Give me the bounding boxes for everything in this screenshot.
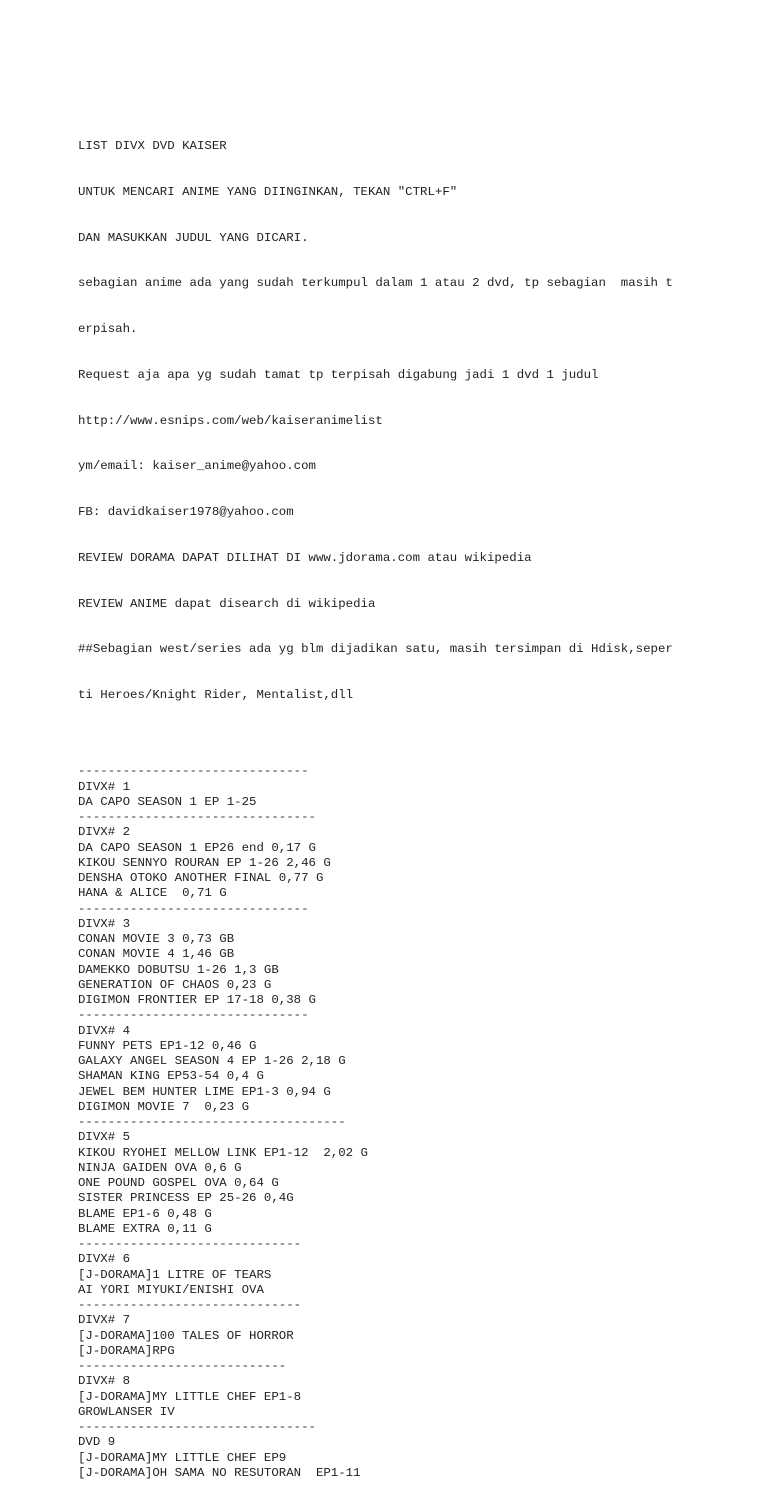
disc-title: DIVX# 4 [78, 1023, 131, 1038]
note-line-cont: erpisah. [78, 322, 138, 336]
anime-review-note: REVIEW ANIME dapat disearch di wikipedia [78, 596, 376, 611]
disc-title: DIVX# 8 [78, 1374, 131, 1389]
disc-item: BLAME EXTRA 0,11 G [78, 1221, 212, 1236]
disc-item: CONAN MOVIE 4 1,46 GB [78, 947, 235, 962]
separator-line: -------------------------------- [78, 1420, 316, 1434]
disc-item: KIKOU RYOHEI MELLOW LINK EP1-12 2,02 G [78, 1145, 368, 1160]
disc-item: [J-DORAMA]100 TALES OF HORROR [78, 1328, 294, 1343]
disc-entry [78, 1008, 758, 1115]
separator-line: ------------------------------- [78, 1008, 309, 1023]
disc-item: JEWEL BEM HUNTER LIME EP1-3 0,94 G [78, 1084, 331, 1099]
series-note-cont: ti Heroes/Knight Rider, Mentalist,dll [78, 688, 354, 702]
disc-entry [78, 1420, 758, 1481]
disc-item: FUNNY PETS EP1-12 0,46 G [78, 1038, 257, 1053]
disc-entry [78, 1298, 758, 1359]
disc-item: [J-DORAMA]MY LITTLE CHEF EP9 [78, 1450, 287, 1465]
disc-item: BLAME EP1-6 0,48 G [78, 1206, 212, 1221]
disc-entry [78, 764, 758, 810]
disc-title: DVD 9 [78, 1435, 116, 1450]
contact-email: ym/email: kaiser_anime@yahoo.com [78, 459, 316, 474]
disc-item: DA CAPO SEASON 1 EP26 end 0,17 G [78, 840, 316, 855]
disc-entry [78, 1359, 758, 1420]
disc-item: [J-DORAMA]MY LITTLE CHEF EP1-8 [78, 1389, 302, 1404]
disc-item: DAMEKKO DOBUTSU 1-26 1,3 GB [78, 962, 279, 977]
separator-line: ------------------------------------ [78, 1115, 346, 1129]
disc-item: [J-DORAMA]1 LITRE OF TEARS [78, 1267, 272, 1282]
disc-item: DIGIMON MOVIE 7 0,23 G [78, 1099, 250, 1114]
disc-item: GALAXY ANGEL SEASON 4 EP 1-26 2,18 G [78, 1054, 346, 1068]
separator-line: -------------------------------- [78, 810, 316, 824]
separator-line: ------------------------------- [78, 901, 309, 916]
disc-item: SHAMAN KING EP53-54 0,4 G [78, 1069, 264, 1084]
separator-line: ------------------------------- [78, 764, 309, 779]
request-note: Request aja apa yg sudah tamat tp terpisah digabung jadi 1 dvd 1 judul [78, 367, 599, 382]
separator-line: ------------------------------ [78, 1237, 302, 1251]
disc-item: CONAN MOVIE 3 0,73 GB [78, 932, 235, 946]
facebook-contact: FB: davidkaiser1978@yahoo.com [78, 505, 294, 519]
disc-item: NINJA GAIDEN OVA 0,6 G [78, 1160, 242, 1175]
disc-entry [78, 1237, 758, 1298]
search-instruction-2: DAN MASUKKAN JUDUL YANG DICARI. [78, 230, 309, 245]
dorama-review-note: REVIEW DORAMA DAPAT DILIHAT DI www.jdorama.com atau wikipedia [78, 550, 532, 565]
disc-entry [78, 1115, 758, 1237]
disc-title: DIVX# 6 [78, 1252, 131, 1267]
list-title: LIST DIVX DVD KAISER [78, 139, 227, 153]
disc-list [78, 764, 758, 1481]
disc-title: DIVX# 5 [78, 1130, 131, 1145]
website-url: http://www.esnips.com/web/kaiseranimelist [78, 413, 383, 428]
disc-item: DA CAPO SEASON 1 EP 1-25 [78, 794, 257, 809]
disc-title: DIVX# 7 [78, 1313, 131, 1328]
separator-line: ------------------------------ [78, 1298, 302, 1312]
disc-item: [J-DORAMA]RPG [78, 1343, 175, 1358]
disc-title: DIVX# 1 [78, 779, 131, 794]
disc-item: GENERATION OF CHAOS 0,23 G [78, 977, 272, 992]
disc-item: ONE POUND GOSPEL OVA 0,64 G [78, 1176, 279, 1190]
search-instruction: UNTUK MENCARI ANIME YANG DIINGINKAN, TEKAN "CTRL+F" [78, 184, 458, 199]
note-line: sebagian anime ada yang sudah terkumpul dalam 1 atau 2 dvd, tp sebagian masih t [78, 276, 673, 291]
disc-entry [78, 902, 758, 1009]
disc-title: DIVX# 3 [78, 916, 131, 931]
disc-entry [78, 810, 758, 902]
disc-item: HANA & ALICE 0,71 G [78, 886, 227, 901]
separator-line: ---------------------------- [78, 1359, 287, 1373]
disc-item: SISTER PRINCESS EP 25-26 0,4G [78, 1191, 294, 1206]
disc-item: GROWLANSER IV [78, 1404, 175, 1419]
disc-item: [J-DORAMA]OH SAMA NO RESUTORAN EP1-11 [78, 1465, 361, 1480]
document-text [78, 78, 758, 1496]
document-header [78, 109, 758, 734]
disc-item: AI YORI MIYUKI/ENISHI OVA [78, 1282, 264, 1297]
disc-item: DIGIMON FRONTIER EP 17-18 0,38 G [78, 993, 316, 1007]
disc-item: DENSHA OTOKO ANOTHER FINAL 0,77 G [78, 871, 324, 885]
series-note: ##Sebagian west/series ada yg blm dijadikan satu, masih tersimpan di Hdisk,seper [78, 642, 673, 657]
disc-item: KIKOU SENNYO ROURAN EP 1-26 2,46 G [78, 855, 331, 870]
disc-title: DIVX# 2 [78, 825, 131, 840]
